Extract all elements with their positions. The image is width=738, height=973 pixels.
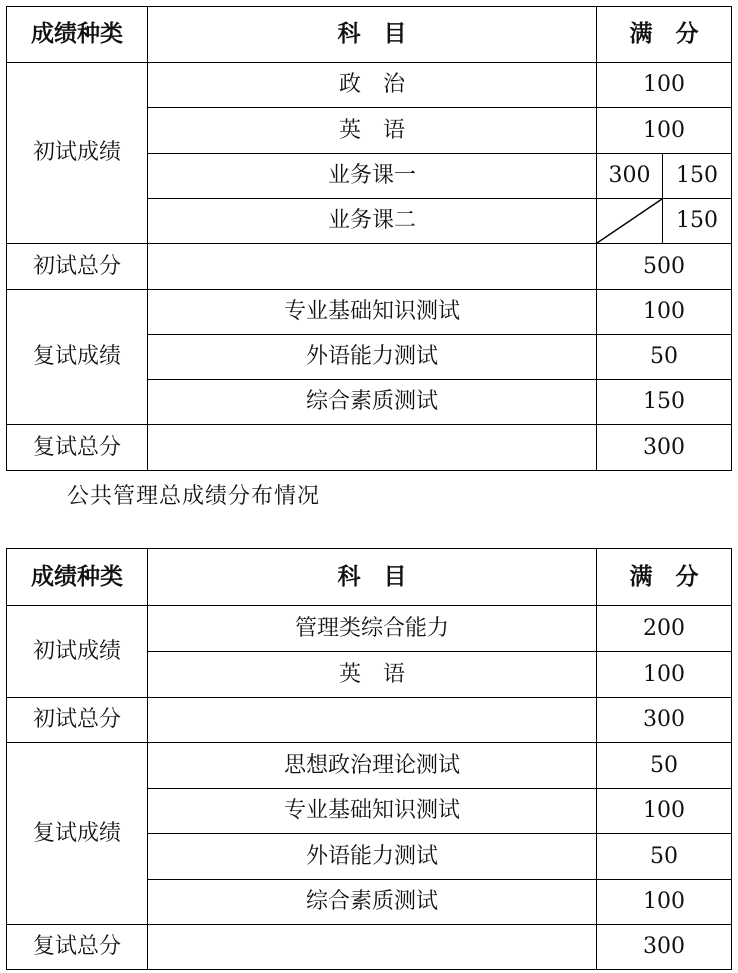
- score-cell: 150: [663, 199, 732, 244]
- subject-cell: 外语能力测试: [148, 335, 597, 380]
- table-row: [7, 606, 732, 652]
- empty-cell: [148, 244, 597, 290]
- retest-score-label: 复试成绩: [7, 290, 148, 425]
- subject-cell: 专业基础知识测试: [148, 290, 597, 335]
- retest-total-label: 复试总分: [7, 925, 148, 970]
- table-header-row: [7, 549, 732, 606]
- score-cell: 300: [597, 425, 732, 471]
- header-subject: 科 目: [148, 549, 597, 606]
- retest-score-label: 复试成绩: [7, 743, 148, 925]
- score-cell: 100: [597, 652, 732, 698]
- header-category: 成绩种类: [7, 7, 148, 63]
- score-cell: 50: [597, 834, 732, 880]
- score-cell: 50: [597, 335, 732, 380]
- diagonal-split-cell: [597, 199, 663, 244]
- table-header-row: [7, 7, 732, 63]
- empty-cell: [148, 698, 597, 743]
- header-full-score: 满 分: [597, 549, 732, 606]
- subject-cell: 英 语: [148, 108, 597, 154]
- initial-total-label: 初试总分: [7, 244, 148, 290]
- table-row: [7, 290, 732, 335]
- table-row: [7, 698, 732, 743]
- empty-cell: [148, 425, 597, 471]
- header-full-score: 满 分: [597, 7, 732, 63]
- score-cell: 100: [597, 880, 732, 925]
- score-cell: 150: [597, 380, 732, 425]
- subject-cell: 管理类综合能力: [148, 606, 597, 652]
- table-row: [7, 743, 732, 789]
- subject-cell: 思想政治理论测试: [148, 743, 597, 789]
- subject-cell: 业务课一: [148, 154, 597, 199]
- initial-total-label: 初试总分: [7, 698, 148, 743]
- subject-cell: 外语能力测试: [148, 834, 597, 880]
- subject-cell: 业务课二: [148, 199, 597, 244]
- subject-cell: 综合素质测试: [148, 880, 597, 925]
- subject-cell: 综合素质测试: [148, 380, 597, 425]
- initial-score-label: 初试成绩: [7, 63, 148, 244]
- score-cell: 100: [597, 108, 732, 154]
- score-table-2: [6, 548, 732, 970]
- diagonal-line: [597, 199, 662, 243]
- score-table-1: [6, 6, 732, 471]
- table-row: [7, 63, 732, 108]
- score-cell: 100: [597, 290, 732, 335]
- score-cell: 100: [597, 63, 732, 108]
- score-cell: 300: [597, 925, 732, 970]
- initial-score-label: 初试成绩: [7, 606, 148, 698]
- subject-cell: 政 治: [148, 63, 597, 108]
- table-row: [7, 244, 732, 290]
- subject-cell: 英 语: [148, 652, 597, 698]
- score-cell: 500: [597, 244, 732, 290]
- header-subject: 科 目: [148, 7, 597, 63]
- table-row: [7, 925, 732, 970]
- score-cell: 200: [597, 606, 732, 652]
- score-cell: 100: [597, 789, 732, 834]
- section-caption: 公共管理总成绩分布情况: [67, 484, 321, 509]
- header-category: 成绩种类: [7, 549, 148, 606]
- table-row: [7, 425, 732, 471]
- score-cell: 300: [597, 698, 732, 743]
- retest-total-label: 复试总分: [7, 425, 148, 471]
- score-cell: 50: [597, 743, 732, 789]
- subject-cell: 专业基础知识测试: [148, 789, 597, 834]
- empty-cell: [148, 925, 597, 970]
- combined-score-cell: 300: [597, 154, 663, 199]
- score-cell: 150: [663, 154, 732, 199]
